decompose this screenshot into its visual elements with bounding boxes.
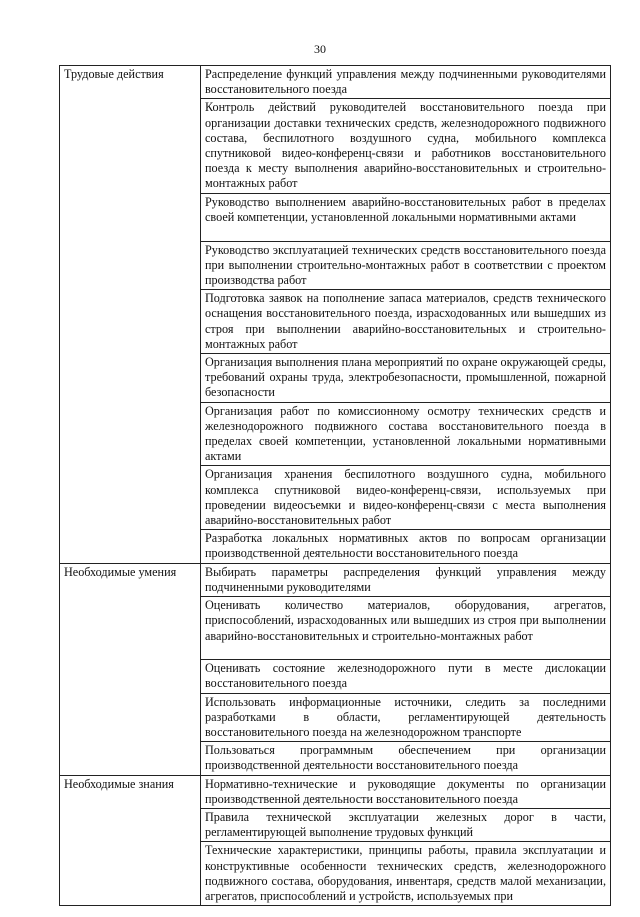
table-cell: Организация хранения беспилотного воздушного судна, мобильного комплекса спутниковой видео-конференц-связи, используемых при проведении видеосъемки и видео-конференц-связи с места выполнения аварийно-восстановительных работ bbox=[201, 466, 611, 530]
table-cell: Использовать информационные источники, следить за последними разработками в области, регламентирующей деятельность восстановительного поезда на железнодорожном транспорте bbox=[201, 693, 611, 742]
table-cell: Руководство эксплуатацией технических средств восстановительного поезда при выполнении строительно-монтажных работ в соответствии с проектом производства работ bbox=[201, 241, 611, 290]
table-cell: Оценивать количество материалов, оборудования, агрегатов, приспособлений, израсходованных или вышедших из строя при выполнении аварийно-восстановительных и строительно-монтажных работ bbox=[201, 597, 611, 660]
table-cell: Выбирать параметры распределения функций управления между подчиненными руководителями bbox=[201, 563, 611, 596]
section-label-labor-actions: Трудовые действия bbox=[60, 66, 201, 564]
page-number: 30 bbox=[314, 42, 326, 56]
table-cell: Разработка локальных нормативных актов по вопросам организации производственной деятельности восстановительного поезда bbox=[201, 530, 611, 563]
table-row bbox=[60, 563, 611, 596]
section-label-required-knowledge: Необходимые знания bbox=[60, 775, 201, 906]
table-row bbox=[60, 775, 611, 808]
table-cell: Организация работ по комиссионному осмотру технических средств и железнодорожного подвижного состава восстановительного поезда в пределах своей компетенции, установленной локальными нормативными актами bbox=[201, 402, 611, 466]
table-cell: Организация выполнения плана мероприятий по охране окружающей среды, требований охраны труда, электробезопасности, промышленной, пожарной безопасности bbox=[201, 354, 611, 403]
section-label-required-skills: Необходимые умения bbox=[60, 563, 201, 775]
table-cell: Распределение функций управления между подчиненными руководителями восстановительного поезда bbox=[201, 66, 611, 99]
labor-function-table bbox=[59, 65, 611, 906]
table-cell: Руководство выполнением аварийно-восстановительных работ в пределах своей компетенции, установленной локальными нормативными актами bbox=[201, 193, 611, 241]
table-cell: Правила технической эксплуатации железных дорог в части, регламентирующей выполнение трудовых функций bbox=[201, 808, 611, 841]
table-cell: Подготовка заявок на пополнение запаса материалов, средств технического оснащения восстановительного поезда, израсходованных или вышедших из строя при выполнении аварийно-восстановительных и строительно-монтажных работ bbox=[201, 290, 611, 354]
table-cell: Технические характеристики, принципы работы, правила эксплуатации и конструктивные особенности технических средств, железнодорожного подвижного состава, оборудования, инвентаря, средств малой механизации, агрегатов, приспособлений и устройств, используемых при bbox=[201, 842, 611, 906]
table-cell: Контроль действий руководителей восстановительного поезда при организации доставки технических средств, железнодорожного подвижного состава, беспилотного воздушного судна, мобильного комплекса спутниковой видео-конференц-связи и работников восстановительного поезда к месту выполнения аварийно-восстановительных и строительно-монтажных работ bbox=[201, 99, 611, 193]
table-cell: Нормативно-технические и руководящие документы по организации производственной деятельности восстановительного поезда bbox=[201, 775, 611, 808]
table-row bbox=[60, 66, 611, 99]
table-cell: Пользоваться программным обеспечением при организации производственной деятельности восстановительного поезда bbox=[201, 742, 611, 775]
table-cell: Оценивать состояние железнодорожного пути в месте дислокации восстановительного поезда bbox=[201, 660, 611, 693]
